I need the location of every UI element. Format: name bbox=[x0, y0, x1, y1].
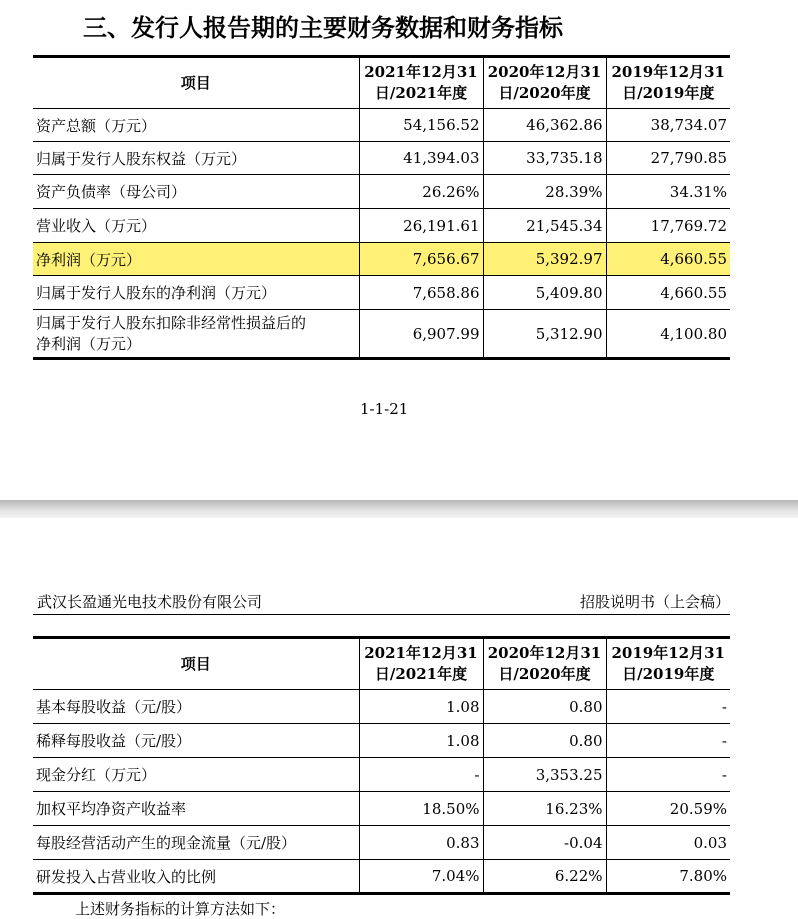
cell-value: 7.80% bbox=[606, 860, 730, 894]
column-header-item: 项目 bbox=[33, 638, 359, 690]
column-header-2020: 2020年12月31 日/2020年度 bbox=[483, 638, 606, 690]
table-row-highlighted bbox=[33, 243, 730, 276]
row-label: 归属于发行人股东的净利润（万元） bbox=[33, 276, 359, 310]
row-label: 基本每股收益（元/股） bbox=[33, 690, 359, 724]
row-label: 资产负债率（母公司） bbox=[33, 175, 359, 209]
table-row bbox=[33, 758, 730, 792]
column-header-2020: 2020年12月31 日/2020年度 bbox=[483, 57, 606, 109]
column-header-2021: 2021年12月31 日/2021年度 bbox=[359, 57, 483, 109]
cell-value: 0.80 bbox=[483, 690, 606, 724]
table-row bbox=[33, 276, 730, 310]
cell-value: 5,392.97 bbox=[483, 243, 606, 276]
calculation-note-text: 上述财务指标的计算方法如下： bbox=[75, 900, 286, 918]
cell-value: 46,362.86 bbox=[483, 109, 606, 142]
cell-value: 34.31% bbox=[606, 175, 730, 209]
row-label: 资产总额（万元） bbox=[33, 109, 359, 142]
cell-value: 27,790.85 bbox=[606, 142, 730, 175]
cell-value: 0.03 bbox=[606, 826, 730, 860]
financial-indicators-table bbox=[33, 636, 730, 895]
header-divider bbox=[33, 614, 730, 615]
cell-value: 4,100.80 bbox=[606, 310, 730, 359]
cell-value: 28.39% bbox=[483, 175, 606, 209]
cell-value: 5,312.90 bbox=[483, 310, 606, 359]
cell-value: 3,353.25 bbox=[483, 758, 606, 792]
cell-value: 54,156.52 bbox=[359, 109, 483, 142]
cell-value: - bbox=[359, 758, 483, 792]
cell-value: 21,545.34 bbox=[483, 209, 606, 243]
cell-value: 4,660.55 bbox=[606, 243, 730, 276]
table-row bbox=[33, 826, 730, 860]
cell-value: 41,394.03 bbox=[359, 142, 483, 175]
cell-value: 6,907.99 bbox=[359, 310, 483, 359]
cell-value: - bbox=[606, 724, 730, 758]
company-name: 武汉长盈通光电技术股份有限公司 bbox=[37, 593, 263, 611]
cell-value: 33,735.18 bbox=[483, 142, 606, 175]
page-number: 1-1-21 bbox=[360, 400, 409, 418]
table-row bbox=[33, 109, 730, 142]
cell-value: 7,658.86 bbox=[359, 276, 483, 310]
cell-value: 6.22% bbox=[483, 860, 606, 894]
cell-value: 7.04% bbox=[359, 860, 483, 894]
cell-value: 20.59% bbox=[606, 792, 730, 826]
cell-value: 1.08 bbox=[359, 724, 483, 758]
table-row bbox=[33, 209, 730, 243]
page-separator bbox=[0, 500, 798, 518]
cell-value: - bbox=[606, 758, 730, 792]
cell-value: 0.83 bbox=[359, 826, 483, 860]
table-row bbox=[33, 792, 730, 826]
row-label: 稀释每股收益（元/股） bbox=[33, 724, 359, 758]
cell-value: 18.50% bbox=[359, 792, 483, 826]
cell-value: 16.23% bbox=[483, 792, 606, 826]
row-label: 归属于发行人股东权益（万元） bbox=[33, 142, 359, 175]
table-row bbox=[33, 724, 730, 758]
table-header-row bbox=[33, 57, 730, 109]
column-header-2019: 2019年12月31 日/2019年度 bbox=[606, 638, 730, 690]
column-header-item: 项目 bbox=[33, 57, 359, 109]
section-heading: 三、发行人报告期的主要财务数据和财务指标 bbox=[83, 14, 563, 42]
cell-value: 26.26% bbox=[359, 175, 483, 209]
table-row bbox=[33, 860, 730, 894]
financial-data-table bbox=[33, 55, 730, 360]
row-label: 加权平均净资产收益率 bbox=[33, 792, 359, 826]
table-row bbox=[33, 690, 730, 724]
cell-value: 26,191.61 bbox=[359, 209, 483, 243]
column-header-2021: 2021年12月31 日/2021年度 bbox=[359, 638, 483, 690]
row-label: 净利润（万元） bbox=[33, 243, 359, 276]
table-row bbox=[33, 142, 730, 175]
row-label: 研发投入占营业收入的比例 bbox=[33, 860, 359, 894]
cell-value: 17,769.72 bbox=[606, 209, 730, 243]
cell-value: - bbox=[606, 690, 730, 724]
row-label: 每股经营活动产生的现金流量（元/股） bbox=[33, 826, 359, 860]
row-label: 营业收入（万元） bbox=[33, 209, 359, 243]
table-row bbox=[33, 175, 730, 209]
document-type: 招股说明书（上会稿） bbox=[579, 593, 730, 611]
row-label: 现金分红（万元） bbox=[33, 758, 359, 792]
table-row bbox=[33, 310, 730, 359]
cell-value: 38,734.07 bbox=[606, 109, 730, 142]
column-header-2019: 2019年12月31 日/2019年度 bbox=[606, 57, 730, 109]
cell-value: 7,656.67 bbox=[359, 243, 483, 276]
cell-value: -0.04 bbox=[483, 826, 606, 860]
cell-value: 4,660.55 bbox=[606, 276, 730, 310]
table-header-row bbox=[33, 638, 730, 690]
row-label: 归属于发行人股东扣除非经常性损益后的 净利润（万元） bbox=[33, 310, 359, 359]
cell-value: 0.80 bbox=[483, 724, 606, 758]
cell-value: 1.08 bbox=[359, 690, 483, 724]
cell-value: 5,409.80 bbox=[483, 276, 606, 310]
